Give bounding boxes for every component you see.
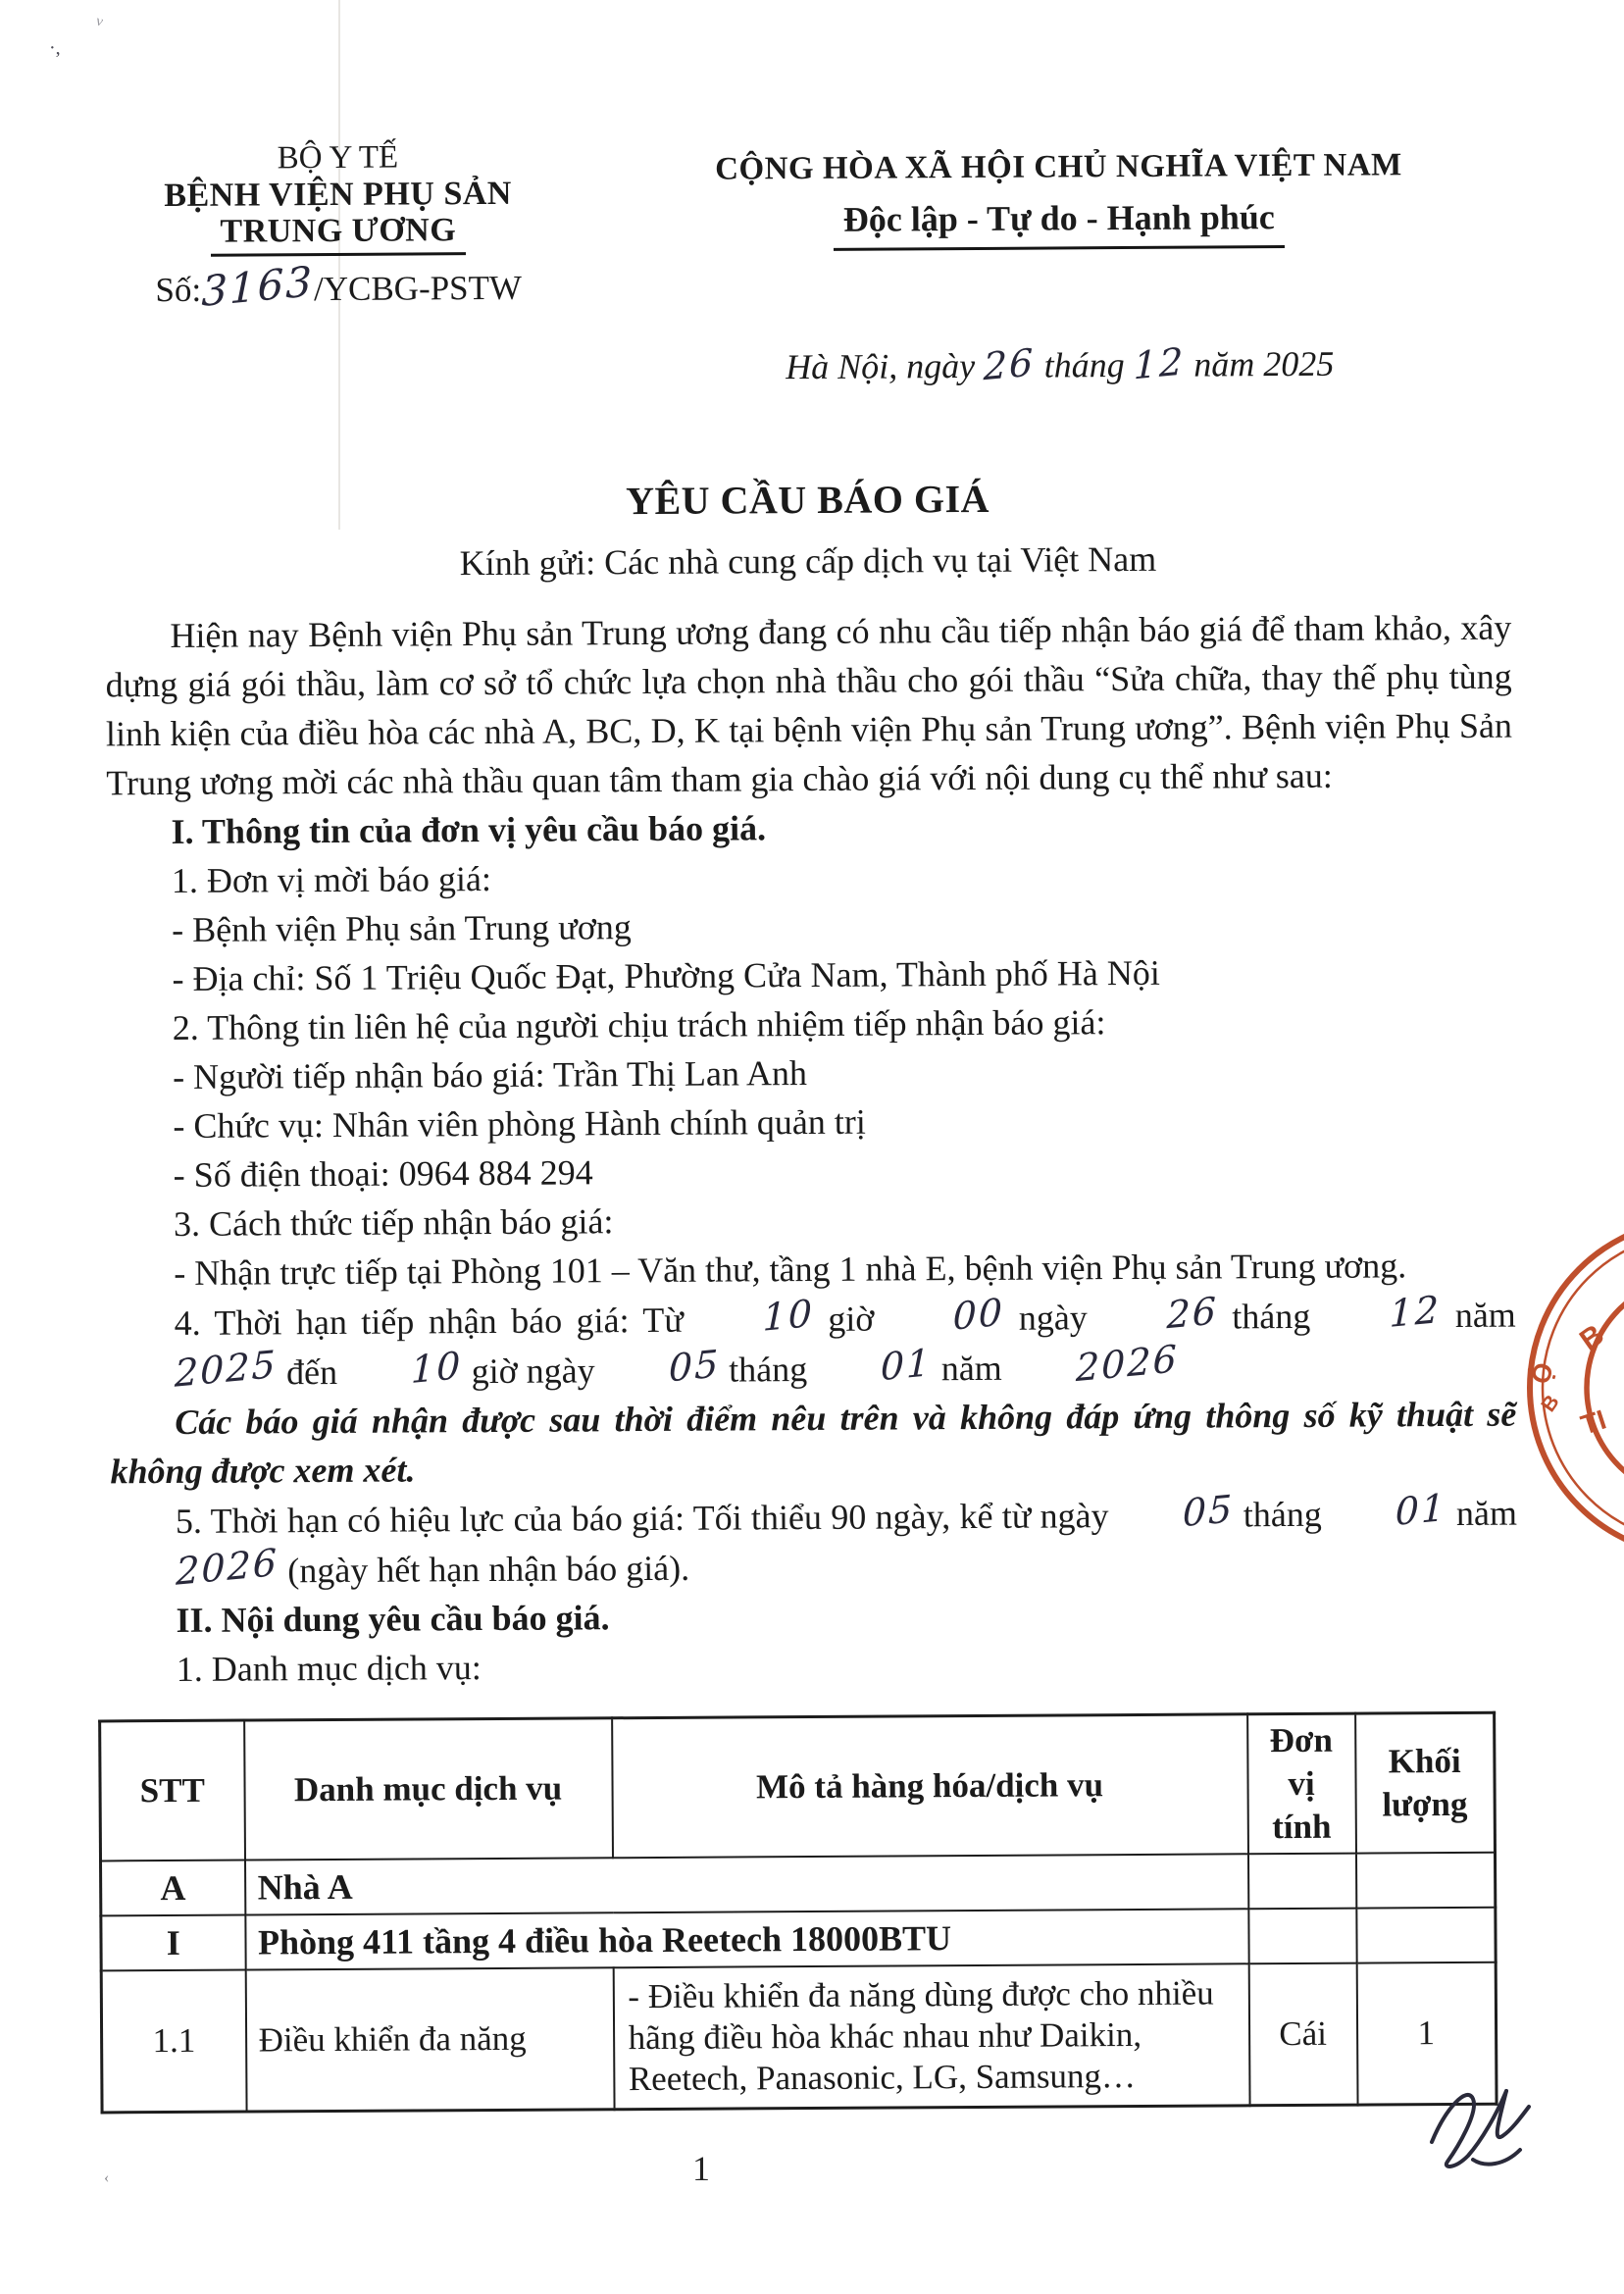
handwritten-value: 12 (1389, 1287, 1442, 1336)
cell-stt: A (101, 1861, 245, 1916)
printed-text: tháng (1232, 1296, 1311, 1337)
printed-text: Hà Nội, ngày (786, 345, 976, 387)
table-row (101, 1963, 1497, 2113)
cell-quantity (1355, 1853, 1495, 1909)
ink-speck: ·, (49, 37, 61, 59)
table-row (101, 1853, 1496, 1916)
hospital-name-line1: BỆNH VIỆN PHỤ SẢN (164, 175, 513, 215)
notice-paragraph: Các báo giá nhận được sau thời điểm nêu trên và không đáp ứng thông số kỹ thuật sẽ không được xem xét. (110, 1394, 1517, 1492)
service-table-body (101, 1853, 1497, 2113)
document-number (103, 256, 574, 316)
list-item: 3. Cách thức tiếp nhận báo giá: (173, 1201, 614, 1244)
list-item: 2. Thông tin liên hệ của người chịu trách nhiệm tiếp nhận báo giá: (172, 1002, 1106, 1047)
printed-text: 5. Thời hạn có hiệu lực của báo giá: Tối thiểu 90 ngày, kể từ ngày (175, 1496, 1109, 1541)
printed-text: tháng (729, 1350, 808, 1390)
document-number-prefix: Số: (155, 270, 202, 310)
document-title: YÊU CẦU BÁO GIÁ (625, 476, 990, 524)
handwritten-value: 2025 (174, 1342, 278, 1396)
printed-text: đến (285, 1351, 338, 1393)
cell-stt: 1.1 (101, 1970, 246, 2113)
handwritten-value: 12 (1133, 339, 1186, 388)
printed-text: năm 2025 (1193, 343, 1335, 384)
section-1-body (107, 848, 1516, 1299)
cell-unit (1247, 1854, 1355, 1910)
printed-text: năm (1454, 1295, 1516, 1335)
validity-line (111, 1485, 1518, 1597)
printed-text: năm (1455, 1493, 1518, 1533)
ministry-name: BỘ Y TẾ (277, 139, 399, 177)
handwritten-value: 2026 (176, 1540, 279, 1594)
list-item: - Chức vụ: Nhân viên phòng Hành chính quản trị (173, 1101, 866, 1146)
cell-quantity: 1 (1356, 1963, 1497, 2105)
cell-unit: Cái (1248, 1963, 1357, 2106)
red-stamp (1510, 1221, 1624, 1545)
list-item: - Bệnh viện Phụ sản Trung ương (172, 907, 632, 949)
hospital-name-line2: TRUNG ƯƠNG (210, 212, 466, 257)
deadline-line (110, 1287, 1517, 1399)
service-table-head (100, 1712, 1496, 1861)
document-number-handwritten: 3163 (201, 256, 315, 316)
service-list-label: 1. Danh mục dịch vụ: (176, 1648, 482, 1689)
table-header-quantity: Khối lượng (1355, 1712, 1496, 1853)
handwritten-value: 05 (668, 1342, 721, 1391)
stamp-letter: B (1574, 1318, 1610, 1357)
ink-speck: ν (94, 13, 105, 30)
list-item: 1. Đơn vị mời báo giá: (171, 858, 492, 900)
list-item: - Số điện thoại: 0964 884 294 (173, 1152, 593, 1195)
intro-paragraph: Hiện nay Bệnh viện Phụ sản Trung ương đang có nhu cầu tiếp nhận báo giá để tham khảo, xây dựng giá gói thầu, làm cơ sở tổ chức lựa chọn nhà thầu cho gói thầu “Sửa chữa, thay thế phụ tùng linh kiện của điều hòa các nhà A, BC, D, K tại bệnh viện Phụ sản Trung ương”. Bệnh viện Phụ Sản Trung ương mời các nhà thầu quan tâm tham gia chào giá với nội dung cụ thể như sau: (105, 607, 1513, 803)
printed-text: tháng (1243, 1494, 1322, 1535)
service-table (98, 1711, 1497, 2115)
document-header (102, 133, 1510, 396)
page-number: 1 (692, 2149, 710, 2188)
printed-text: giờ ngày (471, 1351, 595, 1392)
list-item: - Địa chỉ: Số 1 Triệu Quốc Đạt, Phường Cửa Nam, Thành phố Hà Nội (172, 952, 1160, 998)
date-line (592, 337, 1528, 393)
handwritten-value: 2026 (1075, 1337, 1179, 1391)
handwritten-value: 00 (952, 1290, 1005, 1339)
handwritten-value: 10 (762, 1291, 814, 1340)
printed-text: tháng (1043, 345, 1125, 385)
handwritten-value: 01 (1395, 1485, 1447, 1534)
signature-mark (1418, 2077, 1546, 2185)
stamp-letter: B (1537, 1391, 1564, 1416)
cell-stt: I (101, 1915, 245, 1971)
cell-quantity (1356, 1908, 1496, 1963)
list-item: - Nhận trực tiếp tại Phòng 101 – Văn thư, tầng 1 nhà E, bệnh viện Phụ sản Trung ương. (174, 1246, 1407, 1293)
cell-group-label: Nhà A (245, 1854, 1248, 1914)
cell-unit (1248, 1909, 1356, 1964)
printed-text: 4. Thời hạn tiếp nhận báo giá: Từ (174, 1300, 684, 1343)
table-header-category: Danh mục dịch vụ (244, 1718, 613, 1861)
national-motto-line1: CỘNG HÒA XÃ HỘI CHỦ NGHĨA VIỆT NAM (715, 147, 1402, 187)
printed-text: (ngày hết hạn nhận báo giá). (287, 1548, 690, 1591)
handwritten-value: 26 (983, 340, 1036, 389)
list-item: - Người tiếp nhận báo giá: Trần Thị Lan Anh (173, 1053, 808, 1096)
handwritten-value: 05 (1182, 1487, 1235, 1536)
table-header-unit: Đơn vị tính (1247, 1713, 1356, 1854)
cell-group-label: Phòng 411 tầng 4 điều hòa Reetech 18000BTU (245, 1909, 1248, 1969)
ink-speck: ‹ (104, 2169, 110, 2186)
printed-text: năm (940, 1348, 1002, 1389)
handwritten-value: 01 (880, 1340, 933, 1390)
handwritten-value: 26 (1165, 1289, 1218, 1338)
salutation: Kính gửi: Các nhà cung cấp dịch vụ tại Việt Nam (459, 538, 1157, 584)
printed-text: ngày (1018, 1298, 1088, 1338)
section-1-heading: I. Thông tin của đơn vị yêu cầu báo giá. (171, 808, 767, 851)
section-2-heading: II. Nội dung yêu cầu báo giá. (176, 1598, 610, 1640)
table-row (101, 1908, 1496, 1971)
stamp-letter: Ộ (1525, 1358, 1560, 1388)
national-motto-line2: Độc lập - Tự do - Hạnh phúc (834, 192, 1285, 251)
printed-text: giờ (828, 1299, 875, 1339)
handwritten-value: 10 (410, 1343, 463, 1393)
table-header-row (100, 1712, 1496, 1861)
table-header-description: Mô tả hàng hóa/dịch vụ (612, 1714, 1248, 1858)
stamp-letter: TI (1577, 1403, 1610, 1441)
document-number-suffix: /YCBG-PSTW (313, 268, 523, 309)
cell-description: - Điều khiển đa năng dùng được cho nhiều hãng điều hòa khác nhau như Daikin, Reetech, Panasonic, LG, Samsung… (613, 1963, 1249, 2109)
issuer-block (102, 138, 575, 395)
cell-category: Điều khiển đa năng (245, 1967, 614, 2112)
table-header-stt: STT (100, 1720, 245, 1861)
national-header-block (590, 133, 1528, 393)
